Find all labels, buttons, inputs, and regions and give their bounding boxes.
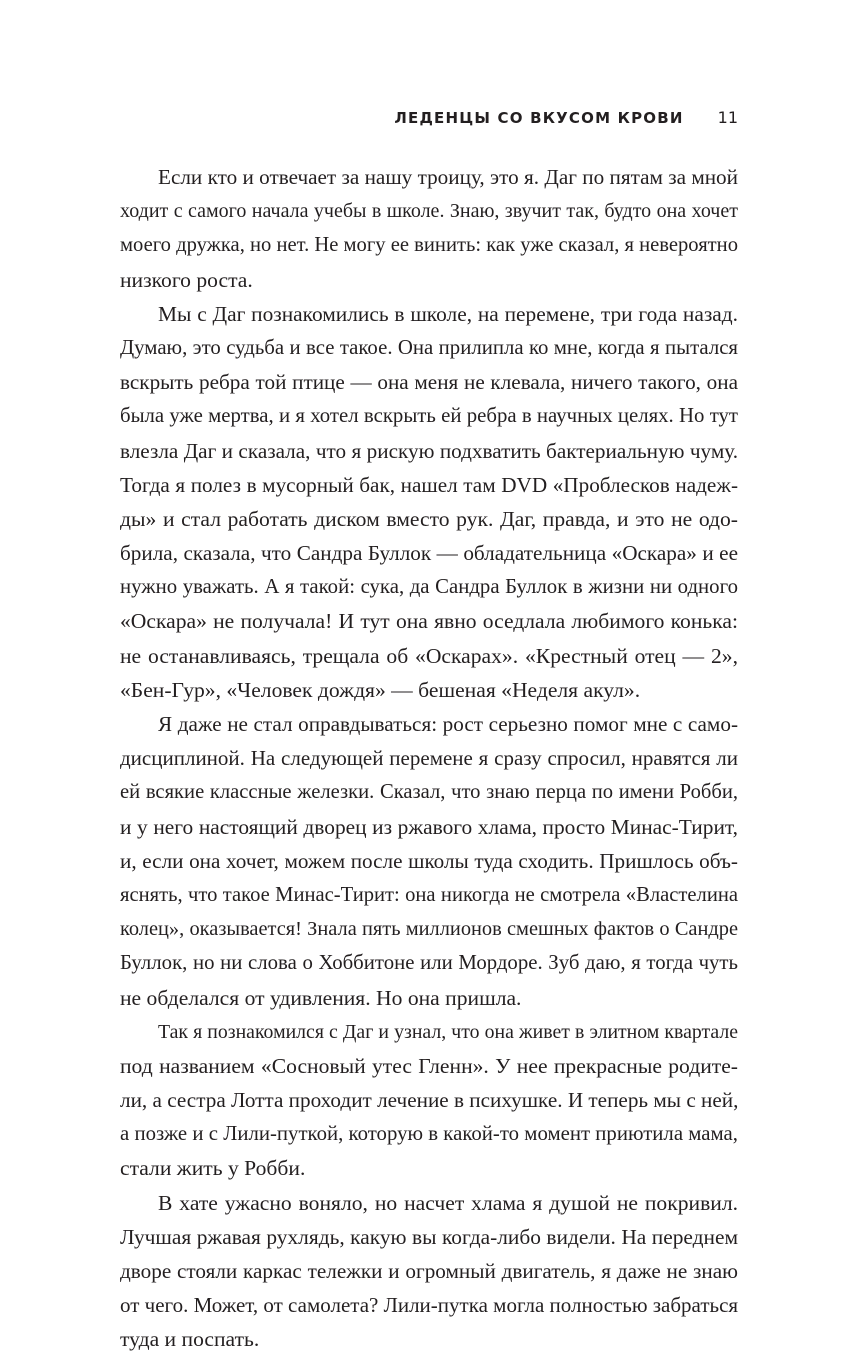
text-line: Так я познакомился с Даг и узнал, что она живет в элитном квартале <box>158 1020 738 1043</box>
text-line: ходит с самого начала учебы в школе. Знаю, звучит так, будто она хочет <box>120 200 738 223</box>
text-line: ей всякие классные железки. Сказал, что знаю перца по имени Робби, <box>120 781 738 804</box>
text-line: и у него настоящий дворец из ржавого хлама, просто Минас-Тирит, <box>120 814 738 839</box>
text-line: низкого роста. <box>120 267 253 292</box>
text-line: Мы с Даг познакомились в школе, на перемене, три года назад. <box>158 301 738 326</box>
text-line: влезла Даг и сказала, что я рискую подхватить бактериальную чуму. <box>120 438 738 463</box>
running-head <box>0 106 738 130</box>
text-line: вскрыть ребра той птице — она меня не клевала, ничего такого, она <box>120 370 738 395</box>
page-number: 11 <box>717 108 738 127</box>
text-line: не останавливаясь, трещала об «Оскарах». «Крестный отец — 2», <box>120 643 738 668</box>
text-line: Думаю, это судьба и все такое. Она прилипла ко мне, когда я пытался <box>120 335 738 359</box>
text-line: ды» и стал работать диском вместо рук. Даг, правда, и это не одо- <box>120 506 738 531</box>
text-line: Лучшая ржавая рухлядь, какую вы когда-либо видели. На переднем <box>120 1224 738 1249</box>
body-text <box>120 160 738 1357</box>
text-line: была уже мертва, и я хотел вскрыть ей ребра в научных целях. Но тут <box>120 404 738 428</box>
text-line: стали жить у Робби. <box>120 1156 306 1181</box>
text-line: Если кто и отвечает за нашу троицу, это я. Даг по пятам за мной <box>158 165 738 189</box>
text-line: ли, а сестра Лотта проходит лечение в психушке. И теперь мы с ней, <box>120 1088 739 1113</box>
text-line: «Бен-Гур», «Человек дождя» — бешеная «Неделя акул». <box>120 677 641 702</box>
text-line: брила, сказала, что Сандра Буллок — обладательница «Оскара» и ее <box>120 541 738 566</box>
paragraph <box>120 707 738 1015</box>
text-line: туда и поспать. <box>120 1327 260 1352</box>
text-line: нужно уважать. А я такой: сука, да Сандра Буллок в жизни ни одного <box>120 575 738 599</box>
paragraph <box>120 1186 738 1357</box>
text-line: и, если она хочет, можем после школы туда сходить. Пришлось объ- <box>120 848 738 873</box>
text-line: Я даже не стал оправдываться: рост серьезно помог мне с само- <box>158 712 738 736</box>
paragraph <box>120 160 738 297</box>
running-title: ЛЕДЕНЦЫ СО ВКУСОМ КРОВИ <box>394 109 684 127</box>
text-line: дисциплиной. На следующей перемене я сразу спросил, нравятся ли <box>120 746 738 771</box>
text-line: под названием «Сосновый утес Гленн». У нее прекрасные родите- <box>120 1053 738 1078</box>
text-line: Буллок, но ни слова о Хоббитоне или Мордоре. Зуб даю, я тогда чуть <box>120 951 738 975</box>
paragraph <box>120 297 738 707</box>
paragraph <box>120 1015 738 1186</box>
text-line: яснять, что такое Минас-Тирит: она никогда не смотрела «Властелина <box>120 883 738 906</box>
text-line: В хате ужасно воняло, но насчет хлама я душой не покривил. <box>158 1190 738 1215</box>
text-line: Тогда я полез в мусорный бак, нашел там DVD «Проблесков надеж- <box>120 472 738 497</box>
text-line: от чего. Может, от самолета? Лили-путка могла полностью забраться <box>120 1293 739 1318</box>
text-line: не обделался от удивления. Но она пришла. <box>120 985 522 1010</box>
text-line: колец», оказывается! Знала пять миллионов смешных фактов о Сандре <box>120 918 738 941</box>
text-line: моего дружка, но нет. Не могу ее винить: как уже сказал, я невероятно <box>120 234 739 257</box>
text-line: а позже и с Лили-путкой, которую в какой-то момент приютила мама, <box>120 1122 738 1146</box>
text-line: дворе стояли каркас тележки и огромный двигатель, я даже не знаю <box>120 1259 738 1283</box>
text-line: «Оскара» не получала! И тут она явно оседлала любимого конька: <box>120 609 738 634</box>
